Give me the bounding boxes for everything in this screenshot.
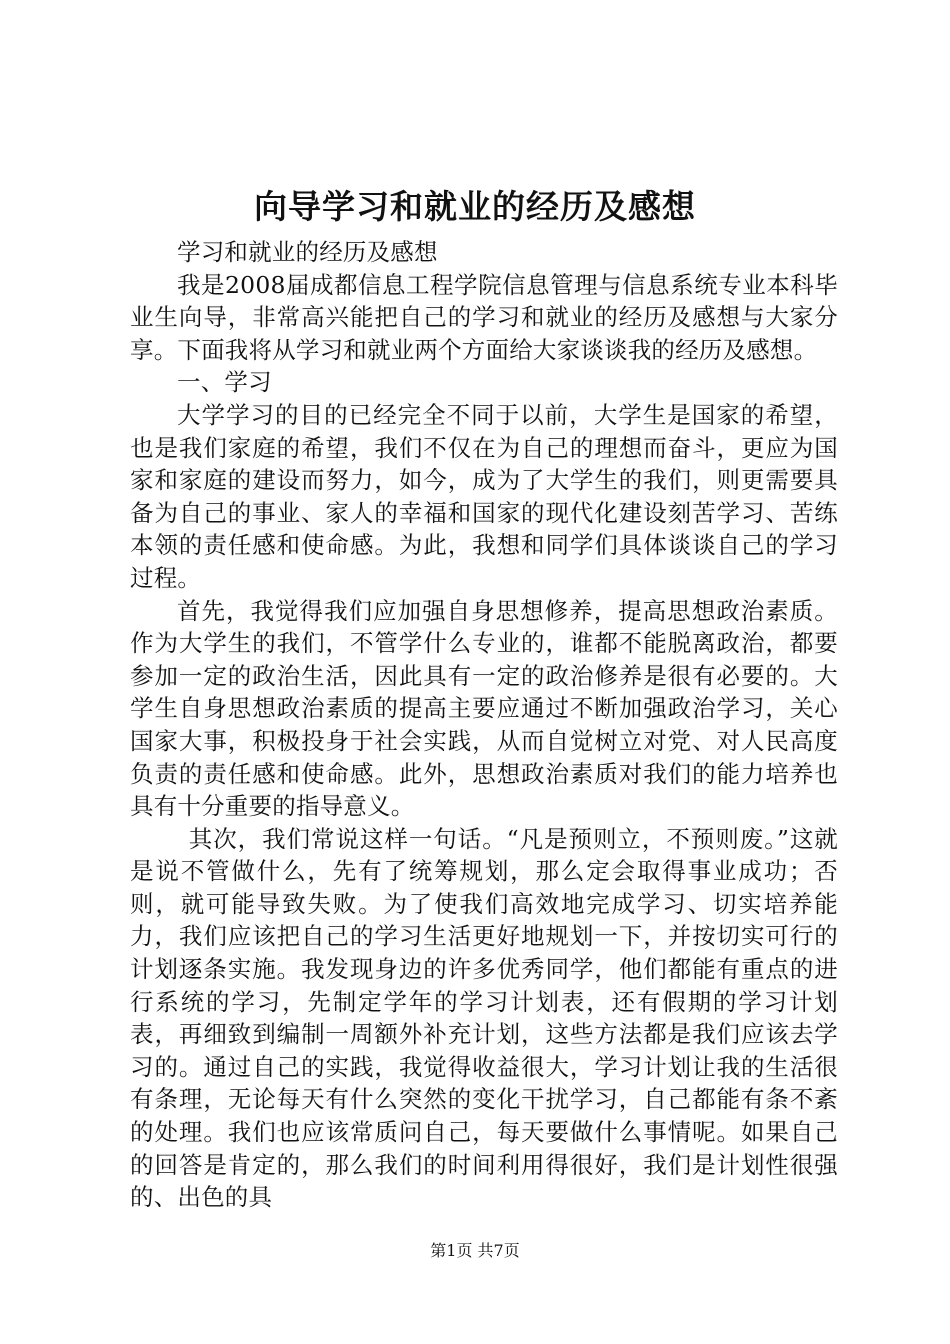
section-heading-study: 一、学习 xyxy=(177,368,272,397)
political-quality-paragraph: 首先，我觉得我们应加强自身思想修养，提高思想政治素质。作为大学生的我们，不管学什么专业的，谁都不能脱离政治，都要参加一定的政治生活，因此具有一定的政治修养是很有必要的。大学生自身思想政治素质的提高主要应通过不断加强政治学习，关心国家大事，积极投身于社会实践，从而自觉树立对党、对人民高度负责的责任感和使命感。此外，思想政治素质对我们的能力培养也具有十分重要的指导意义。 xyxy=(130,596,838,821)
study-purpose-paragraph: 大学学习的目的已经完全不同于以前，大学生是国家的希望，也是我们家庭的希望，我们不仅在为自己的理想而奋斗，更应为国家和家庭的建设而努力，如今，成为了大学生的我们，则更需要具备为自己的事业、家人的幸福和国家的现代化建设刻苦学习、苦练本领的责任感和使命感。为此，我想和同学们具体谈谈自己的学习过程。 xyxy=(130,400,838,592)
intro-paragraph: 我是2008届成都信息工程学院信息管理与信息系统专业本科毕业生向导，非常高兴能把自己的学习和就业的经历及感想与大家分享。下面我将从学习和就业两个方面给大家谈谈我的经历及感想。 xyxy=(130,270,838,364)
document-title: 向导学习和就业的经历及感想 xyxy=(254,187,696,226)
document-body xyxy=(130,236,838,1214)
subtitle-paragraph: 学习和就业的经历及感想 xyxy=(177,238,438,266)
page-number-footer: 第1页 共7页 xyxy=(430,1241,520,1260)
study-planning-paragraph: 其次，我们常说这样一句话。“凡是预则立，不预则废。”这就是说不管做什么，先有了统筹规划，那么定会取得事业成功；否则，就可能导致失败。为了使我们高效地完成学习、切实培养能力，我们应该把自己的学习生活更好地规划一下，并按切实可行的计划逐条实施。我发现身边的许多优秀同学，他们都能有重点的进行系统的学习，先制定学年的学习计划表，还有假期的学习计划表，再细致到编制一周额外补充计划，这些方法都是我们应该去学习的。通过自己的实践，我觉得收益很大，学习计划让我的生活很有条理，无论每天有什么突然的变化干扰学习，自己都能有条不紊的处理。我们也应该常质问自己，每天要做什么事情呢。如果自己的回答是肯定的，那么我们的时间利用得很好，我们是计划性很强的、出色的具 xyxy=(130,824,838,1212)
